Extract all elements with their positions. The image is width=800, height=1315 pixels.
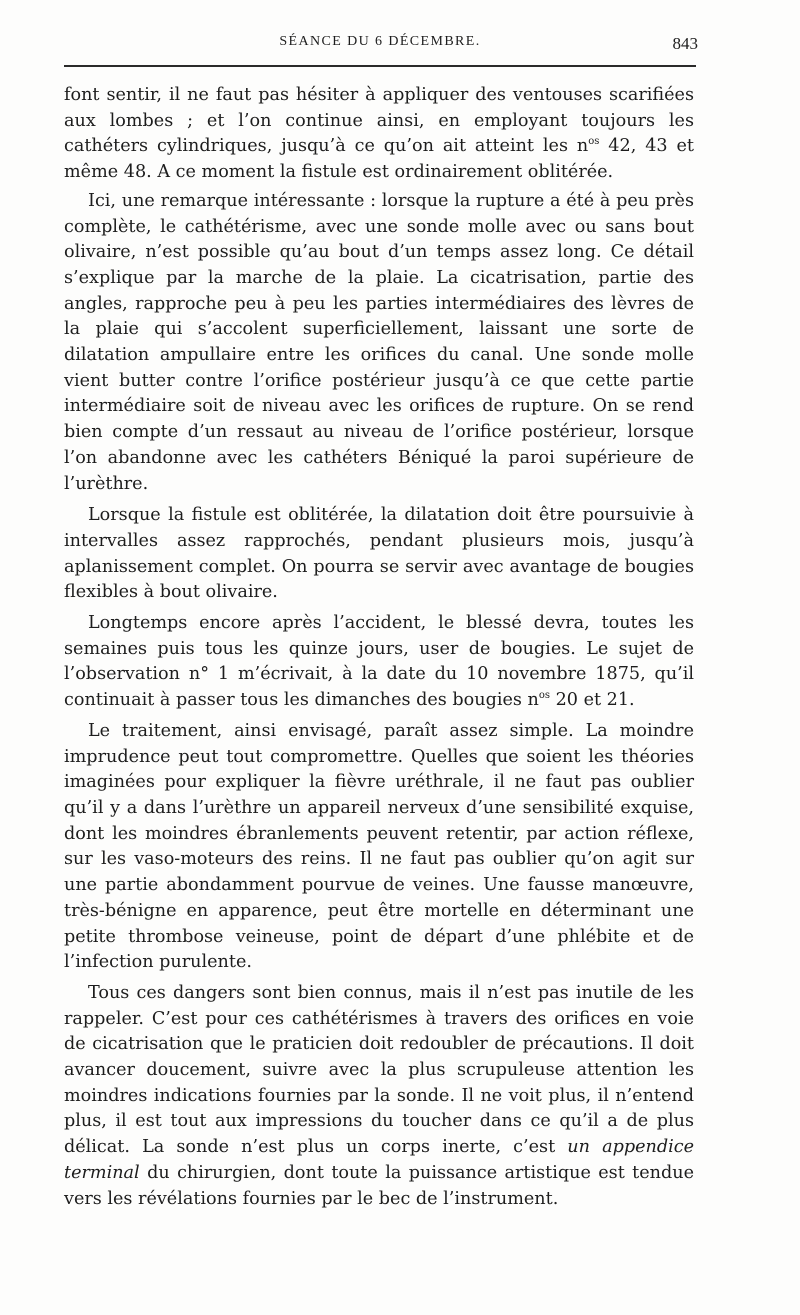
page-number: 843 [672,34,698,53]
paragraph-2-text: Ici, une remarque intéressante : lorsque la rupture a été à peu près complète, le cathétérisme, avec une sonde molle avec ou sans bout olivaire, n’est possible qu’au bout d’un temps assez long. Ce détail s’explique par la marche de la plaie. La cicatrisation, partie des angles, rapproche peu à peu les parties intermédiaires des lèvres de la plaie qui s’accolent superficiellement, laissant une sorte de dilatation ampullaire entre les orifices du canal. Une sonde molle vient butter contre l’orifice postérieur jusqu’à ce que cette partie intermédiaire soit de niveau avec les orifices de rupture. On se rend bien compte d’un ressaut au niveau de l’orifice postérieur, lorsque l’on abandonne avec les cathéters Béniqué la paroi supérieure de l’urèthre. [64,190,694,494]
paragraph-4-superscript: os [538,690,550,702]
body-text [64,83,694,1212]
paragraph-1 [64,83,694,186]
running-head-title: SÉANCE DU 6 DÉCEMBRE. [279,34,481,49]
paragraph-2 [64,189,694,497]
paragraph-4-text: Longtemps encore après l’accident, le blessé devra, toutes les semaines puis tous les quinze jours, user de bougies. Le sujet de l’observation n° 1 m’écrivait, à la date du 10 novembre 1875, qu’il continuait à passer tous les dimanches des bougies n [64,613,694,711]
paragraph-6 [64,981,694,1212]
paragraph-1-text: font sentir, il ne faut pas hésiter à appliquer des ventouses scarifiées aux lombes ; et l’on continue ainsi, en employant toujours les cathéters cylindriques, jusqu’à ce qu’on ait atteint les n [64,85,694,157]
paragraph-1-text-end: 42, 43 et même 48. A ce moment la fistule est ordinairement oblitérée. [64,136,694,183]
paragraph-5-text: Le traitement, ainsi envisagé, paraît assez simple. La moindre imprudence peut tout compromettre. Quelles que soient les théories imaginées pour expliquer la fièvre uréthrale, il ne faut pas oublier qu’il y a dans l’urèthre un appareil nerveux d’une sensibilité exquise, dont les moindres ébranlements peuvent retentir, par action réflexe, sur les vaso-moteurs des reins. Il ne faut pas oublier qu’on agit sur une partie abondamment pourvue de veines. Une fausse manœuvre, très-bénigne en apparence, peut être mortelle en déterminant une petite thrombose veineuse, point de départ d’une phlébite et de l’infection purulente. [64,720,694,973]
paragraph-1-superscript: os [588,136,600,148]
paragraph-3-text: Lorsque la fistule est oblitérée, la dilatation doit être poursuivie à intervalles assez rapprochés, pendant plusieurs mois, jusqu’à aplanissement complet. On pourra se servir avec avantage de bougies flexibles à bout olivaire. [64,505,694,603]
header-rule [64,65,696,67]
paragraph-5 [64,719,694,976]
paragraph-6-text-end: du chirurgien, dont toute la puissance artistique est tendue vers les révélations fournies par le bec de l’instrument. [64,1162,694,1209]
paragraph-4-text-end: 20 et 21. [550,690,635,711]
paragraph-3 [64,503,694,606]
paragraph-6-text: Tous ces dangers sont bien connus, mais il n’est pas inutile de les rappeler. C’est pour ces cathétérismes à travers des orifices en voie de cicatrisation que le praticien doit redoubler de précautions. Il doit avancer doucement, suivre avec la plus scrupuleuse attention les moindres indications fournies par la sonde. Il ne voit plus, il n’entend plus, il est tout aux impressions du toucher dans ce qu’il a de plus délicat. La sonde n’est plus un corps inerte, c’est [64,982,694,1158]
paragraph-6-italic: un appendice terminal [64,1137,694,1183]
paragraph-4 [64,611,694,714]
running-head [64,34,696,58]
